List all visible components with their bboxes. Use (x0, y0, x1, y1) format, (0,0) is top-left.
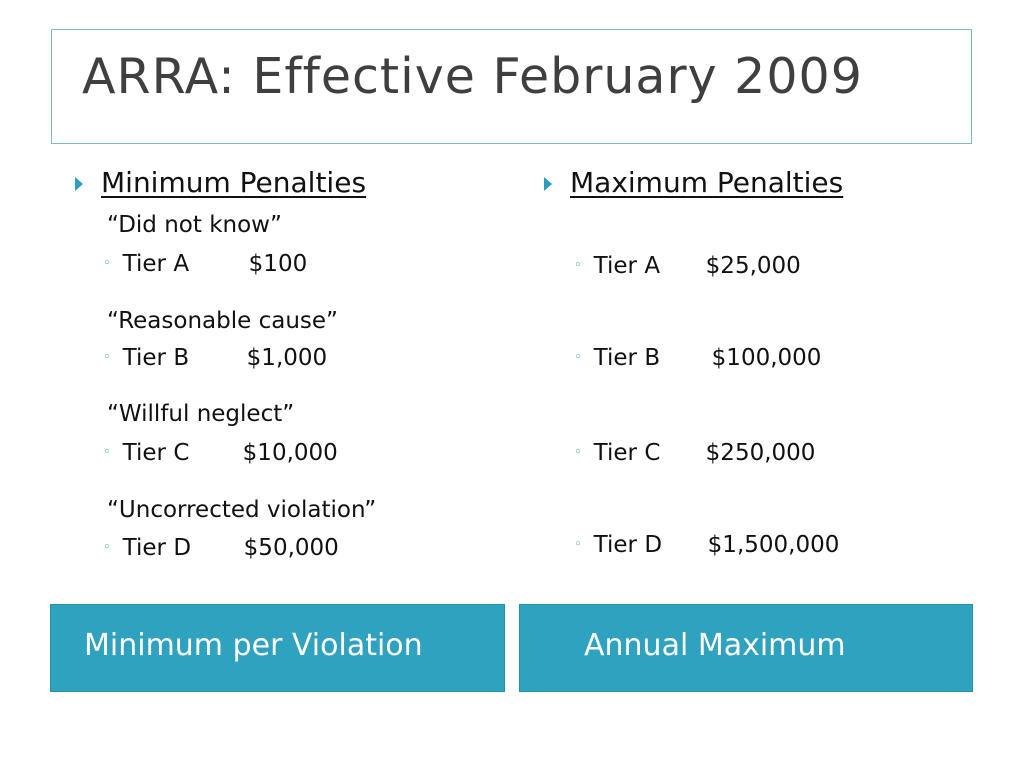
left-tier-name-1: Tier A (122, 251, 190, 277)
left-footer-label: Minimum per Violation (84, 628, 423, 663)
right-column-header (544, 166, 843, 199)
ring-bullet-icon: ◦ (103, 444, 111, 460)
right-tier-row-3 (574, 440, 815, 466)
right-tier-name-1: Tier A (593, 253, 661, 279)
left-column-header (75, 166, 366, 199)
left-tier-name-4: Tier D (122, 535, 192, 561)
right-tier-amount-1: $25,000 (705, 253, 801, 279)
left-quote-2: “Reasonable cause” (107, 308, 338, 334)
ring-bullet-icon: ◦ (574, 536, 582, 552)
ring-bullet-icon: ◦ (574, 444, 582, 460)
title-box (51, 29, 972, 144)
left-footer-box (51, 605, 504, 691)
triangle-arrow-icon (544, 177, 552, 191)
right-tier-name-4: Tier D (593, 532, 663, 558)
left-tier-name-3: Tier C (122, 440, 190, 466)
left-tier-amount-3: $10,000 (242, 440, 338, 466)
left-tier-name-2: Tier B (122, 345, 190, 371)
right-tier-row-1 (574, 253, 801, 279)
left-tier-row-2 (103, 345, 327, 371)
ring-bullet-icon: ◦ (103, 349, 111, 365)
ring-bullet-icon: ◦ (574, 349, 582, 365)
right-tier-row-4 (574, 532, 839, 558)
right-header-label: Maximum Penalties (570, 166, 844, 199)
left-quote-1: “Did not know” (107, 212, 282, 238)
right-tier-amount-3: $250,000 (705, 440, 816, 466)
right-tier-amount-4: $1,500,000 (707, 532, 840, 558)
right-tier-row-2 (574, 345, 821, 371)
ring-bullet-icon: ◦ (103, 539, 111, 555)
left-tier-amount-4: $50,000 (243, 535, 339, 561)
left-tier-row-3 (103, 440, 338, 466)
right-tier-name-3: Tier C (593, 440, 661, 466)
right-footer-box (520, 605, 972, 691)
left-quote-4: “Uncorrected violation” (107, 497, 377, 523)
ring-bullet-icon: ◦ (103, 255, 111, 271)
triangle-arrow-icon (75, 177, 83, 191)
right-tier-amount-2: $100,000 (711, 345, 822, 371)
left-tier-amount-1: $100 (248, 251, 308, 277)
left-tier-row-4 (103, 535, 339, 561)
right-footer-label: Annual Maximum (584, 628, 846, 663)
left-tier-row-1 (103, 251, 307, 277)
left-tier-amount-2: $1,000 (246, 345, 328, 371)
slide-title: ARRA: Effective February 2009 (82, 48, 863, 105)
left-header-label: Minimum Penalties (101, 166, 367, 199)
right-tier-name-2: Tier B (593, 345, 661, 371)
left-quote-3: “Willful neglect” (107, 401, 295, 427)
ring-bullet-icon: ◦ (574, 257, 582, 273)
